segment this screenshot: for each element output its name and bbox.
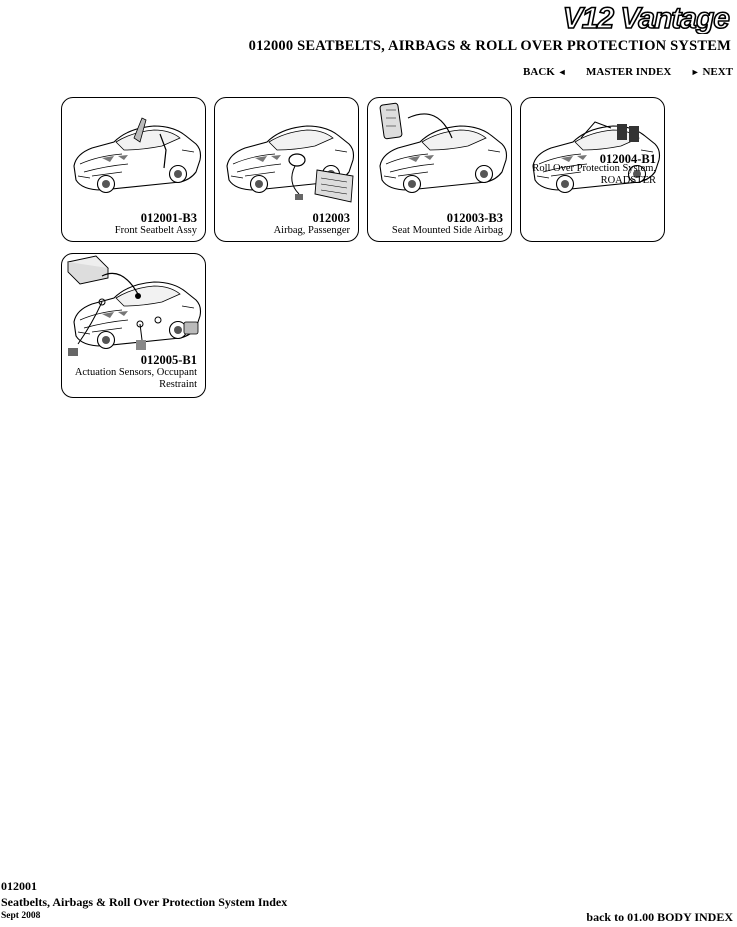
v12-vantage-logo bbox=[531, 0, 731, 34]
card-code: 012005-B1 bbox=[140, 353, 197, 367]
car-side-airbag-illustration bbox=[368, 98, 512, 208]
card-code: 012003-B3 bbox=[446, 211, 503, 225]
card-label: Roll Over Protection System, ROADSTER bbox=[532, 163, 656, 186]
car-front-seatbelt-illustration bbox=[62, 98, 206, 208]
index-card-roll-over-protection[interactable] bbox=[520, 97, 665, 242]
car-actuation-sensors-illustration bbox=[62, 254, 206, 364]
next-label: NEXT bbox=[702, 66, 733, 78]
footer-title: Seatbelts, Airbags & Roll Over Protection System Index bbox=[1, 895, 288, 909]
index-card-front-seatbelt[interactable] bbox=[61, 97, 206, 242]
footer-code: 012001 bbox=[1, 879, 37, 893]
section-title: 012000 SEATBELTS, AIRBAGS & ROLL OVER PROTECTION SYSTEM bbox=[248, 38, 731, 54]
back-arrow-icon: ◄ bbox=[557, 67, 567, 77]
back-label: BACK bbox=[523, 66, 555, 78]
index-card-actuation-sensors[interactable] bbox=[61, 253, 206, 398]
card-code: 012003 bbox=[312, 211, 350, 225]
next-arrow-icon: ► bbox=[690, 67, 700, 77]
back-link[interactable] bbox=[523, 66, 566, 78]
next-link[interactable] bbox=[691, 66, 733, 78]
card-code: 012004-B1 bbox=[599, 152, 656, 166]
back-to-body-index-link[interactable]: back to 01.00 BODY INDEX bbox=[586, 910, 733, 924]
card-label: Actuation Sensors, Occupant Restraint bbox=[74, 367, 197, 390]
index-card-side-airbag[interactable] bbox=[367, 97, 512, 242]
card-label: Front Seatbelt Assy bbox=[114, 225, 197, 236]
navigation-bar bbox=[523, 66, 733, 78]
card-label: Seat Mounted Side Airbag bbox=[391, 225, 503, 236]
master-index-link[interactable]: MASTER INDEX bbox=[586, 66, 672, 78]
card-label: Airbag, Passenger bbox=[273, 225, 350, 236]
card-code: 012001-B3 bbox=[140, 211, 197, 225]
svg-text:V12 Vantage: V12 Vantage bbox=[562, 2, 729, 34]
footer-date: Sept 2008 bbox=[1, 911, 41, 921]
car-passenger-airbag-illustration bbox=[215, 98, 359, 208]
index-card-passenger-airbag[interactable] bbox=[214, 97, 359, 242]
